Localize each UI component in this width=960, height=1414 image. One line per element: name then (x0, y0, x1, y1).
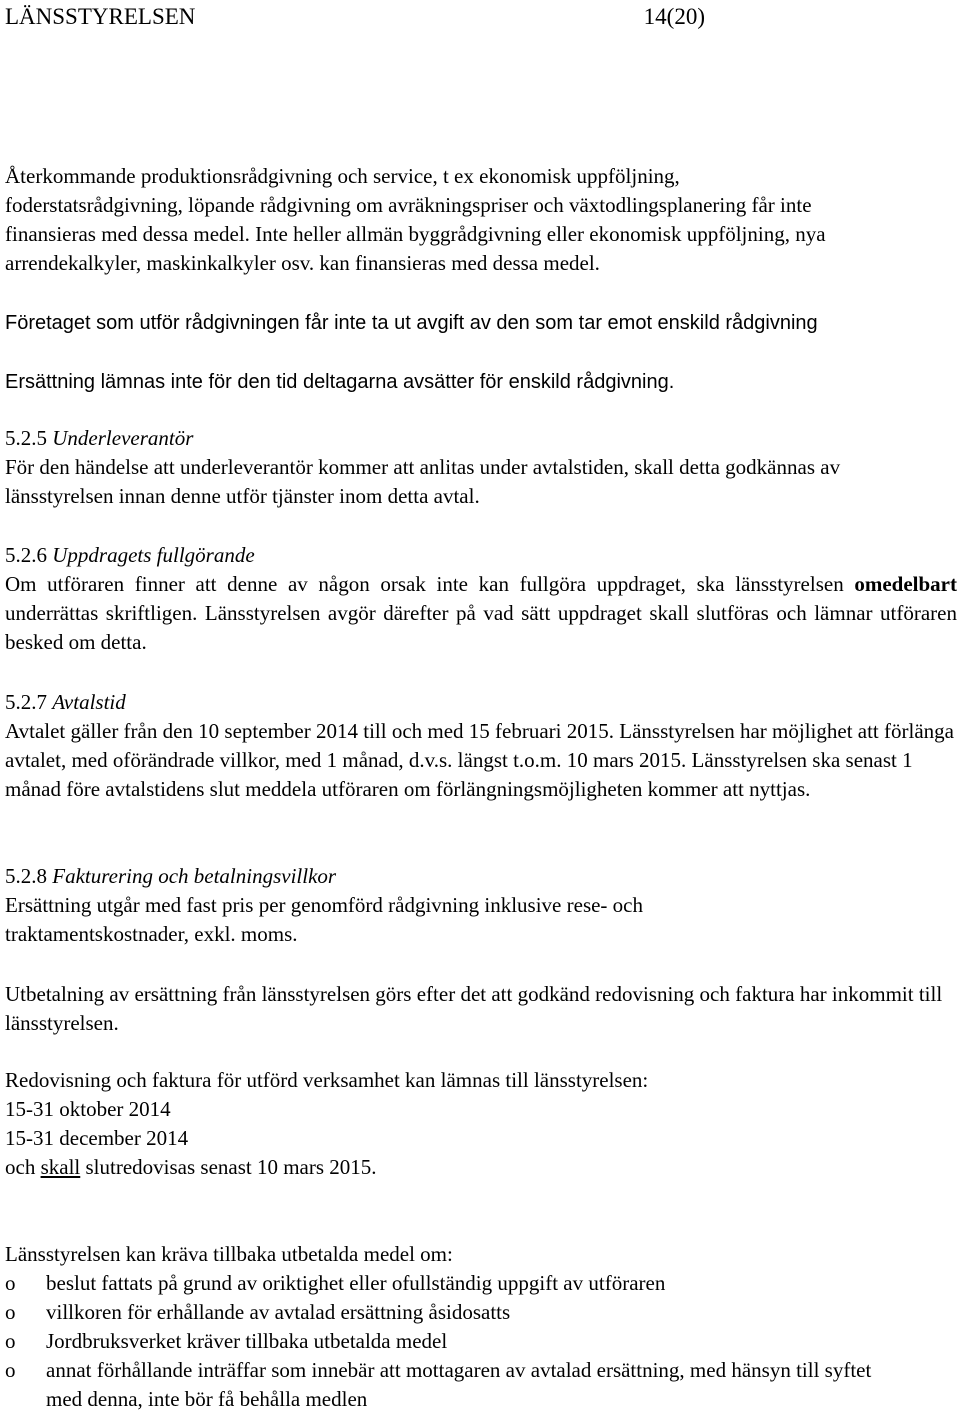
bullet-marker: o (5, 1329, 16, 1353)
section-heading (5, 541, 957, 570)
underlined-word: skall (40, 1155, 81, 1179)
page-header (5, 4, 705, 30)
list-item (5, 1327, 885, 1356)
section-title: Uppdragets fullgörande (52, 543, 255, 567)
intro-paragraph-funding: Återkommande produktionsrådgivning och service, t ex ekonomisk uppföljning, foderstatsrådgivning, löpande rådgivning om avräkningspriser och växtodlingsplanering får inte finansieras med dessa medel. Inte heller allmän byggrådgivning eller ekonomisk uppföljning, nya arrendekalkyler, maskinkalkyler osv. kan finansieras med dessa medel. (5, 164, 826, 275)
final-report-line (5, 1153, 957, 1182)
list-item-text: beslut fattats på grund av oriktighet eller ofullständig uppgift av utföraren (46, 1271, 666, 1295)
section-text-end: underrättas skriftligen. Länsstyrelsen avgör därefter på vad sätt uppdraget skall slutföras och lämnar utföraren besked om detta. (5, 601, 957, 654)
page-number: 14(20) (643, 4, 705, 29)
reclaim-intro: Länsstyrelsen kan kräva tillbaka utbetalda medel om: (5, 1242, 453, 1266)
section-5-2-5 (5, 424, 875, 511)
section-number: 5.2.6 (5, 543, 47, 567)
section-5-2-7 (5, 688, 957, 804)
section-number: 5.2.5 (5, 426, 47, 450)
intro-paragraph-fee: Företaget som utför rådgivningen får inte ta ut avgift av den som tar emot enskild rådgivning (5, 312, 818, 334)
reclaim-block (5, 1240, 885, 1414)
list-item-text: Jordbruksverket kräver tillbaka utbetalda medel (46, 1329, 448, 1353)
section-heading (5, 424, 875, 453)
section-text-start: Om utföraren finner att denne av någon orsak inte kan fullgöra uppdraget, ska länsstyrelsen (5, 572, 844, 596)
section-heading (5, 688, 957, 717)
section-title: Underleverantör (52, 426, 194, 450)
list-item (5, 1356, 885, 1414)
list-item (5, 1298, 885, 1327)
organization-name: LÄNSSTYRELSEN (5, 4, 196, 29)
section-5-2-6 (5, 541, 957, 657)
section-text: Avtalet gäller från den 10 september 2014 till och med 15 februari 2015. Länsstyrelsen har möjlighet att förlänga avtalet, med oförändrade villkor, med 1 månad, d.v.s. längst t.o.m. 10 mars 2015. Länsstyrelsen ska senast 1 månad före avtalstidens slut meddela utföraren om förlängningsmöjligheten kommer att nyttjas. (5, 719, 954, 801)
section-title: Fakturering och betalningsvillkor (52, 864, 337, 888)
reporting-block (5, 1066, 957, 1182)
reporting-date-october: 15-31 oktober 2014 (5, 1097, 171, 1121)
final-report-prefix: och (5, 1155, 36, 1179)
bullet-marker: o (5, 1300, 16, 1324)
intro-paragraph-compensation: Ersättning lämnas inte för den tid deltagarna avsätter för enskild rådgivning. (5, 371, 675, 393)
final-report-suffix: slutredovisas senast 10 mars 2015. (85, 1155, 377, 1179)
reporting-date-december: 15-31 december 2014 (5, 1126, 189, 1150)
section-heading (5, 862, 825, 891)
bullet-marker: o (5, 1358, 16, 1382)
section-text: Ersättning utgår med fast pris per genomförd rådgivning inklusive rese- och traktamentskostnader, exkl. moms. (5, 893, 643, 946)
bullet-marker: o (5, 1271, 16, 1295)
list-item-text: annat förhållande inträffar som innebär att mottagaren av avtalad ersättning, med hänsyn till syftet med denna, inte bör få behålla medlen (46, 1358, 872, 1411)
list-item-text: villkoren för erhållande av avtalad ersättning åsidosatts (46, 1300, 511, 1324)
section-text: För den händelse att underleverantör kommer att anlitas under avtalstiden, skall detta godkännas av länsstyrelsen innan denne utför tjänster inom detta avtal. (5, 455, 841, 508)
emphasized-word: omedelbart (854, 572, 958, 596)
section-title: Avtalstid (52, 690, 126, 714)
list-item (5, 1269, 885, 1298)
section-number: 5.2.7 (5, 690, 47, 714)
reclaim-list (5, 1269, 885, 1414)
section-5-2-8 (5, 862, 825, 949)
section-number: 5.2.8 (5, 864, 47, 888)
payment-paragraph: Utbetalning av ersättning från länsstyrelsen görs efter det att godkänd redovisning och faktura har inkommit till länsstyrelsen. (5, 982, 943, 1035)
reporting-intro: Redovisning och faktura för utförd verksamhet kan lämnas till länsstyrelsen: (5, 1068, 649, 1092)
